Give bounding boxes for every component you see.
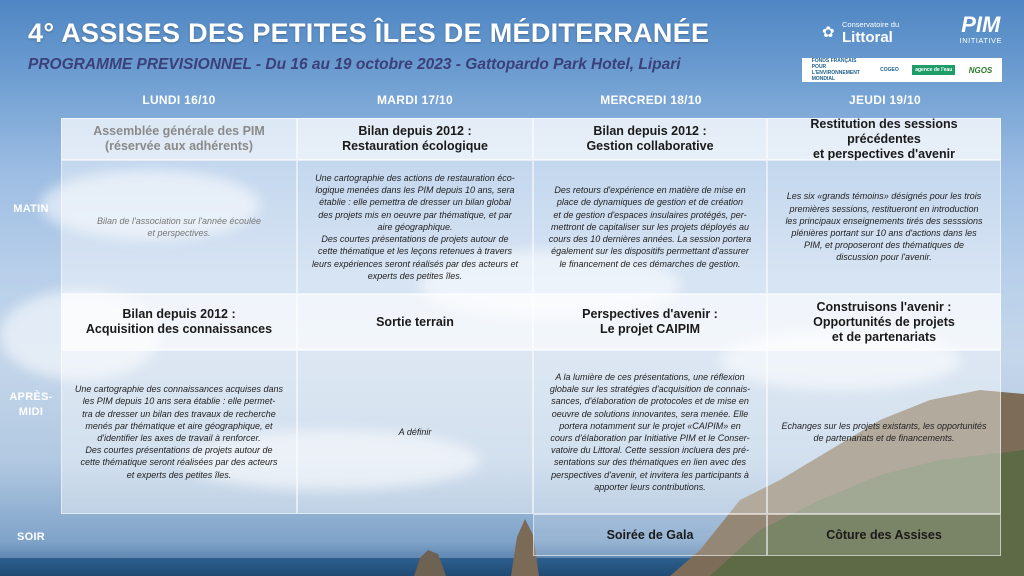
session-title: Construisons l'avenir : Opportunités de projets et de partenariats bbox=[767, 294, 1001, 350]
session-title: Assemblée générale des PIM (réservée aux adhérents) bbox=[61, 118, 297, 160]
column-header-mardi: MARDI 17/10 bbox=[377, 93, 453, 107]
row-label-apres-midi: APRÈS- MIDI bbox=[9, 391, 53, 418]
page-title: 4° ASSISES DES PETITES ÎLES DE MÉDITERRANÉE bbox=[28, 18, 710, 48]
session-description: A définir bbox=[297, 350, 533, 514]
session-title: Sortie terrain bbox=[297, 294, 533, 350]
session-title: Perspectives d'avenir : Le projet CAIPIM bbox=[533, 294, 767, 350]
session-title: Bilan depuis 2012 : Acquisition des connaissances bbox=[61, 294, 297, 350]
session-description: Les six «grands témoins» désignés pour les trois premières sessions, restitueront en introduction les principaux enseignements tirés des sesssions plénières portant sur 10 ans d'actions dans les PIM, et proposeront des thématiques de discussion pour l'avenir. bbox=[767, 160, 1001, 294]
row-label-soir: SOIR bbox=[16, 531, 46, 543]
session-title: Bilan depuis 2012 : Gestion collaborative bbox=[533, 118, 767, 160]
column-header-lundi: LUNDI 16/10 bbox=[142, 93, 216, 107]
session-description: Une cartographie des actions de restauration éco- logique menées dans les PIM depuis 10 ans, sera établie : elle pemettra de dresser un bilan global des projets mis en oeuvre par thématique, et par aire géographique. Des courtes présentations de projets autour de cette thématique et les leçons retenues à travers leurs expériences seront réalisés par des acteurs et experts des petites îles. bbox=[297, 160, 533, 294]
session-description: A la lumière de ces présentations, une réflexion globale sur les stratégies d'acquisition de connais- sances, d'élaboration de protocoles et de mise en oeuvre de solutions innovantes, sera menée. Elle portera notamment sur le projet «CAIPIM» en cours d'élaboration par Initiative PIM et le Conser- vatoire du Littoral. Cette session incluera des pré- sentations sur des thématiques en lien avec des perspectives d'avenir, et invitera les participants à apporter leurs contributions. bbox=[533, 350, 767, 514]
ffem-logo: FONDS FRANÇAIS POUR L'ENVIRONNEMENT MONDIAL bbox=[811, 58, 860, 82]
session-title: Bilan depuis 2012 : Restauration écologique bbox=[297, 118, 533, 160]
session-description: Des retours d'expérience en matière de mise en place de dynamiques de gestion et de création et de gestion d'espaces insulaires protégés, per- mettront de capitaliser sur les projets déployés au cours des 10 dernières années. La session portera également sur les dispositifs permettant d'assurer le financement de ces démarches de gestion. bbox=[533, 160, 767, 294]
session-title: Restitution des sessions précédentes et perspectives d'avenir bbox=[767, 118, 1001, 160]
session-description: Echanges sur les projets existants, les opportunités de partenariats et de financements. bbox=[767, 350, 1001, 514]
row-label-matin: MATIN bbox=[13, 203, 49, 215]
column-header-jeudi: JEUDI 19/10 bbox=[848, 93, 921, 107]
column-header-mercredi: MERCREDI 18/10 bbox=[600, 93, 702, 107]
cogeo-logo: COGEO bbox=[880, 67, 899, 73]
leaf-icon: ✿ bbox=[822, 23, 835, 41]
evening-event: Côture des Assises bbox=[767, 514, 1001, 556]
conservatoire-logo: ✿ Conservatoire du Littoral bbox=[822, 20, 900, 46]
session-description: Une cartographie des connaissances acquises dans les PIM depuis 10 ans sera établie : elle permet- tra de dresser un bilan des travaux de recherche menés par thématique et aire géographique, et d'identifier les axes de travail à renforcer. Des courtes présentations de projets autour de cette thématique seront réalisées par des acteurs et experts des petites îles. bbox=[61, 350, 297, 514]
session-description: Bilan de l'association sur l'année écoulée et perspectives. bbox=[61, 160, 297, 294]
logos-block bbox=[811, 12, 1002, 84]
agence-eau-logo: agence de l'eau bbox=[912, 65, 955, 75]
page-subtitle: PROGRAMME PREVISIONNEL - Du 16 au 19 octobre 2023 - Gattopardo Park Hotel, Lipari bbox=[28, 56, 681, 73]
ngos-logo: NGOS bbox=[968, 65, 993, 75]
evening-event: Soirée de Gala bbox=[533, 514, 767, 556]
partner-logos bbox=[802, 58, 1002, 82]
pim-logo: PIM INITIATIVE bbox=[959, 12, 1002, 45]
